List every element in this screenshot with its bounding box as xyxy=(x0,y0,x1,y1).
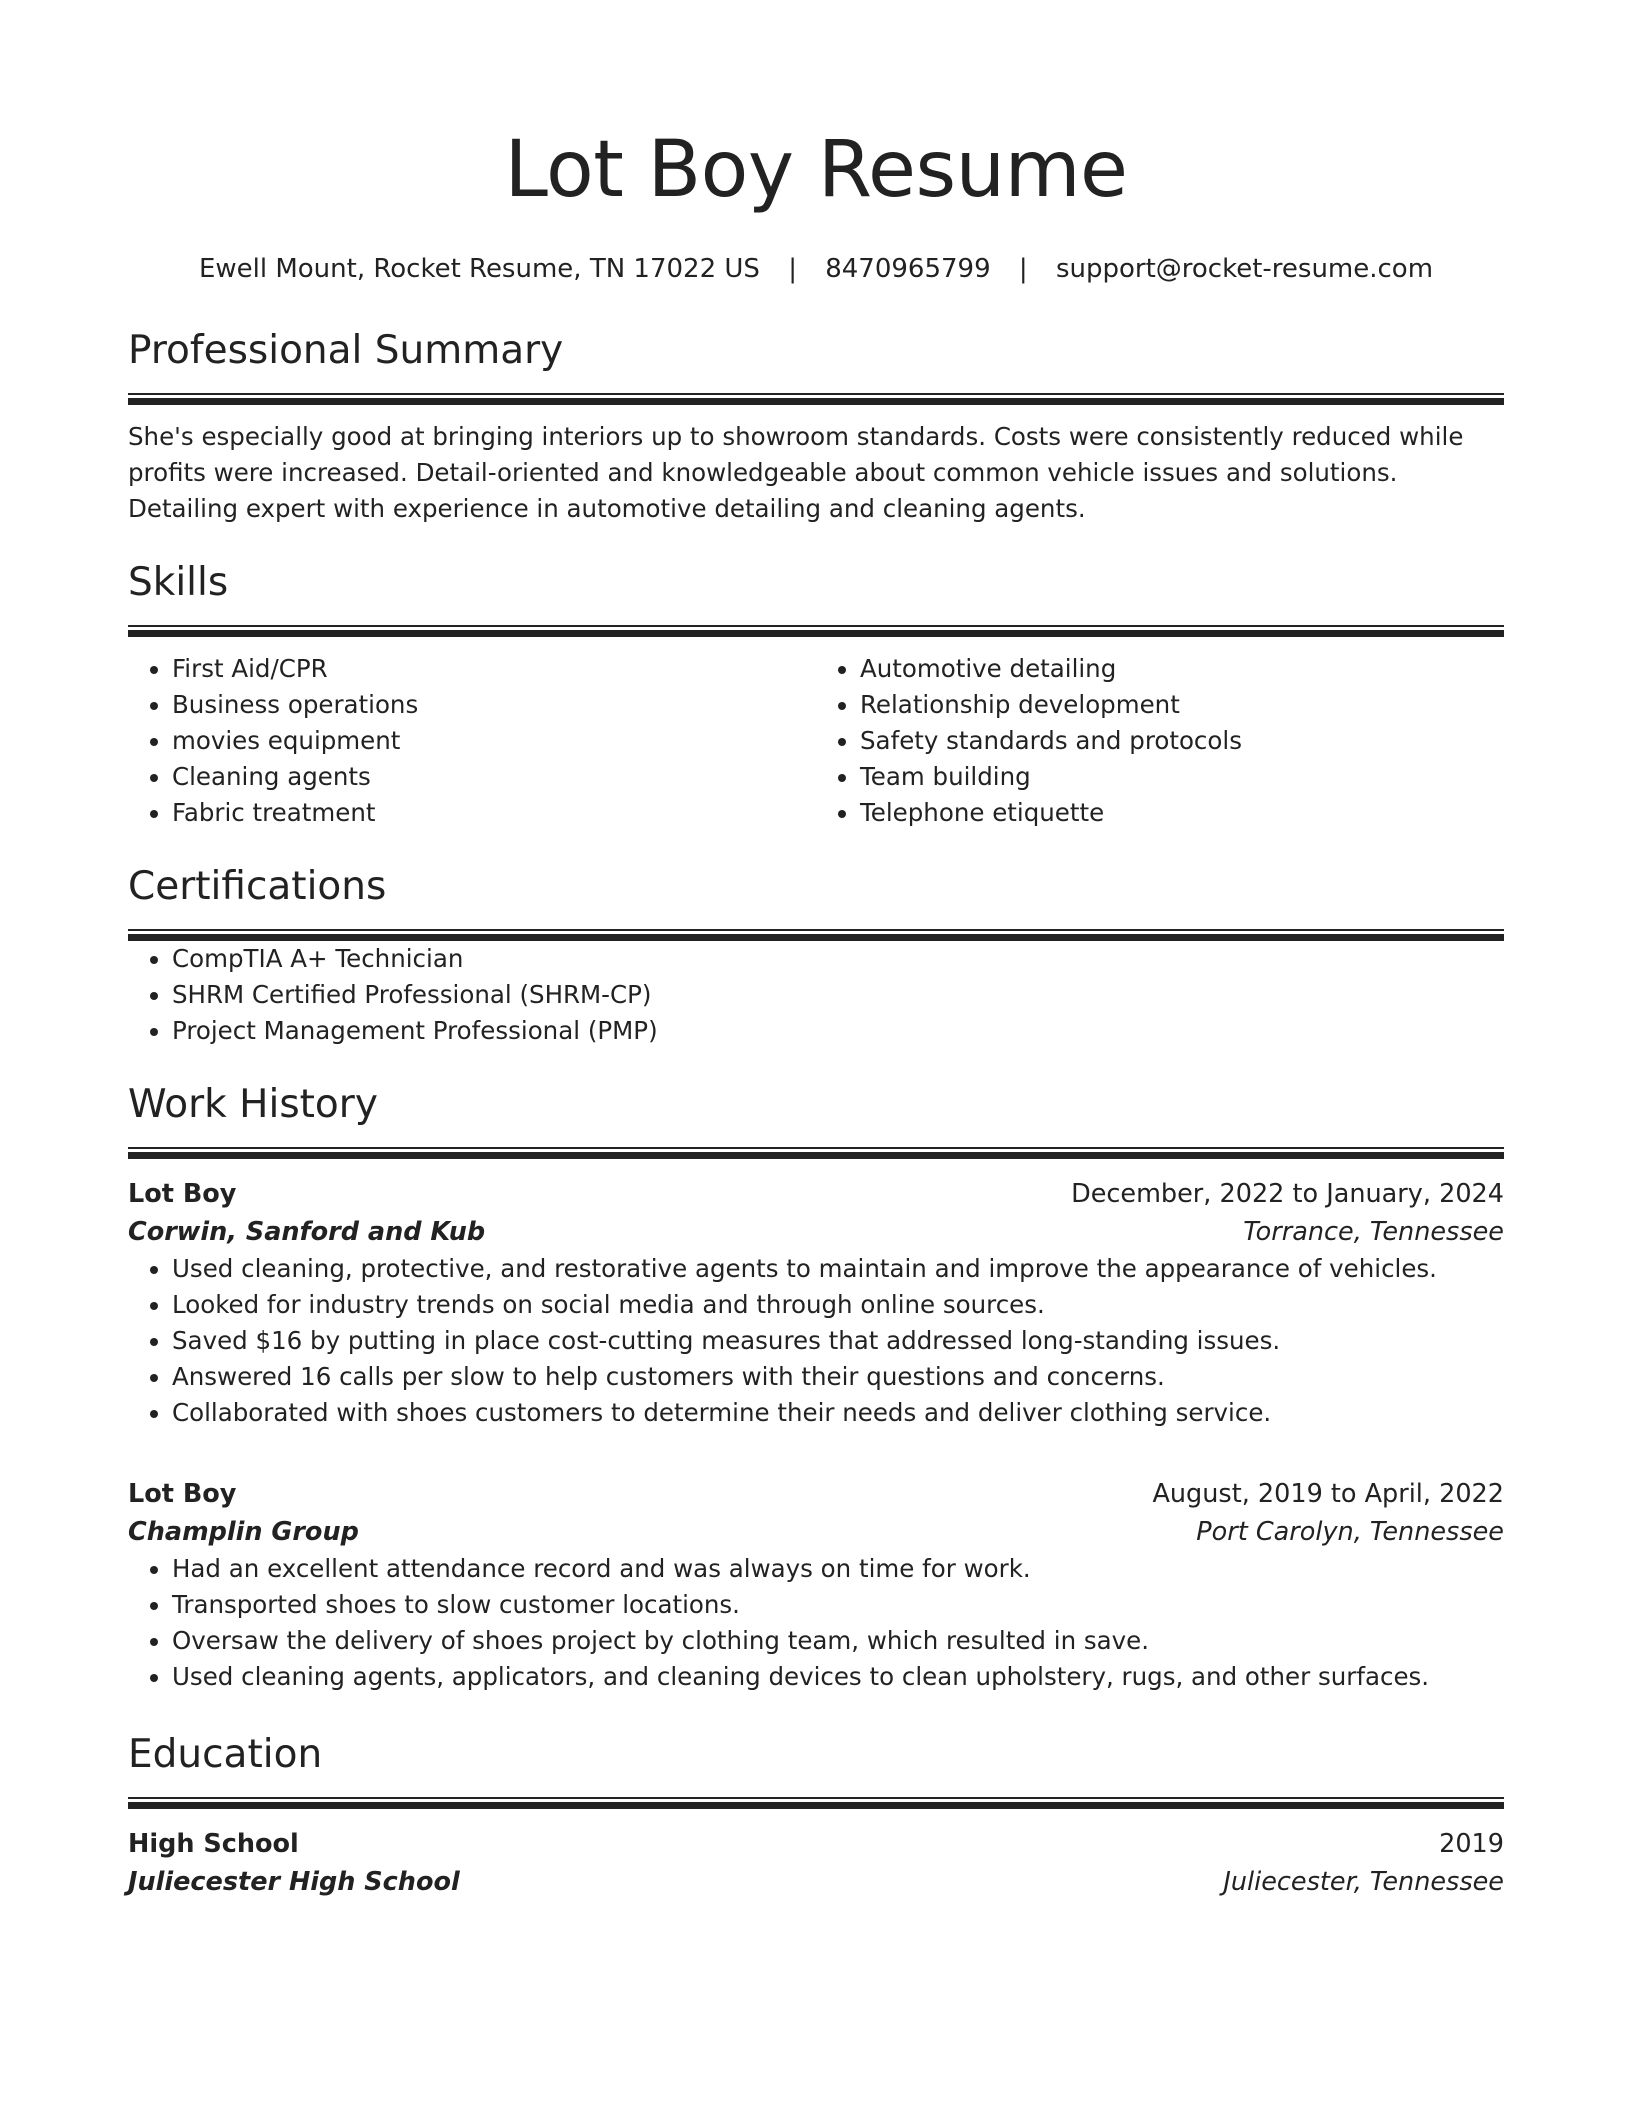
education-location: Juliecester, Tennessee xyxy=(1223,1867,1504,1897)
skill-item: • Fabric treatment xyxy=(172,795,816,831)
work-history-section xyxy=(128,1079,1504,1695)
job-company: Corwin, Sanford and Kub xyxy=(128,1217,486,1247)
job-bullet: • Answered 16 calls per slow to help customers with their questions and concerns. xyxy=(172,1359,1504,1395)
education-header-row xyxy=(128,1825,1504,1863)
section-divider xyxy=(128,1797,1504,1809)
job-header-row xyxy=(128,1475,1504,1513)
section-heading: Certifications xyxy=(128,864,387,909)
resume-title: Lot Boy Resume xyxy=(504,125,1128,215)
certification-item: • SHRM Certified Professional (SHRM-CP) xyxy=(172,977,1504,1013)
section-divider xyxy=(128,625,1504,637)
job-entry xyxy=(128,1475,1504,1695)
job-bullets xyxy=(128,1551,1504,1695)
section-heading: Education xyxy=(128,1732,323,1777)
job-company: Champlin Group xyxy=(128,1517,359,1547)
job-location: Torrance, Tennessee xyxy=(1243,1217,1504,1247)
skills-section xyxy=(128,557,1504,831)
skill-item: • movies equipment xyxy=(172,723,816,759)
skills-column-left xyxy=(128,651,816,831)
section-heading: Work History xyxy=(128,1082,378,1127)
job-bullet: • Oversaw the delivery of shoes project by clothing team, which resulted in save. xyxy=(172,1623,1504,1659)
job-header-row xyxy=(128,1175,1504,1213)
job-sub-row xyxy=(128,1213,1504,1251)
skill-item: • Team building xyxy=(860,759,1504,795)
contact-separator: | xyxy=(788,254,797,284)
job-entry xyxy=(128,1175,1504,1431)
skills-column-right xyxy=(816,651,1504,831)
skill-item: • Safety standards and protocols xyxy=(860,723,1504,759)
contact-line xyxy=(128,251,1504,287)
job-dates: August, 2019 to April, 2022 xyxy=(1152,1479,1504,1509)
certifications-section xyxy=(128,861,1504,1049)
job-dates: December, 2022 to January, 2024 xyxy=(1071,1179,1504,1209)
certification-item: • CompTIA A+ Technician xyxy=(172,941,1504,977)
job-bullet: • Used cleaning agents, applicators, and cleaning devices to clean upholstery, rugs, and other surfaces. xyxy=(172,1659,1504,1695)
job-location: Port Carolyn, Tennessee xyxy=(1196,1517,1504,1547)
job-bullet: • Used cleaning, protective, and restorative agents to maintain and improve the appearance of vehicles. xyxy=(172,1251,1504,1287)
section-divider xyxy=(128,393,1504,405)
job-bullet: • Saved $16 by putting in place cost-cutting measures that addressed long-standing issues. xyxy=(172,1323,1504,1359)
summary-text: She's especially good at bringing interiors up to showroom standards. Costs were consistently reduced while profits were increased. Detail-oriented and knowledgeable about common vehicle issues and solutions. Detailing expert with experience in automotive detailing and cleaning agents. xyxy=(128,422,1464,523)
job-bullets xyxy=(128,1251,1504,1431)
skill-item: • Relationship development xyxy=(860,687,1504,723)
skill-item: • Telephone etiquette xyxy=(860,795,1504,831)
job-bullet: • Looked for industry trends on social media and through online sources. xyxy=(172,1287,1504,1323)
education-year: 2019 xyxy=(1439,1829,1504,1859)
job-title: Lot Boy xyxy=(128,1179,237,1209)
section-divider xyxy=(128,929,1504,941)
contact-phone: 8470965799 xyxy=(825,254,991,284)
contact-email: support@rocket-resume.com xyxy=(1055,254,1434,284)
skill-item: • Business operations xyxy=(172,687,816,723)
job-title: Lot Boy xyxy=(128,1479,237,1509)
job-bullet: • Collaborated with shoes customers to determine their needs and deliver clothing service. xyxy=(172,1395,1504,1431)
section-heading: Skills xyxy=(128,560,229,605)
skills-grid xyxy=(128,651,1504,831)
certifications-list xyxy=(128,941,1504,1049)
job-sub-row xyxy=(128,1513,1504,1551)
certification-item: • Project Management Professional (PMP) xyxy=(172,1013,1504,1049)
education-school: Juliecester High School xyxy=(128,1867,460,1897)
skill-item: • Cleaning agents xyxy=(172,759,816,795)
skill-item: • First Aid/CPR xyxy=(172,651,816,687)
education-section xyxy=(128,1729,1504,1901)
section-heading: Professional Summary xyxy=(128,328,564,373)
section-divider xyxy=(128,1147,1504,1159)
education-sub-row xyxy=(128,1863,1504,1901)
professional-summary-section xyxy=(128,325,1504,527)
skills-list-left xyxy=(128,651,816,831)
job-bullet: • Transported shoes to slow customer locations. xyxy=(172,1587,1504,1623)
skill-item: • Automotive detailing xyxy=(860,651,1504,687)
education-degree: High School xyxy=(128,1829,299,1859)
contact-separator: | xyxy=(1018,254,1028,284)
skills-list-right xyxy=(816,651,1504,831)
job-bullet: • Had an excellent attendance record and was always on time for work. xyxy=(172,1551,1504,1587)
contact-address: Ewell Mount, Rocket Resume, TN 17022 US xyxy=(198,254,760,284)
education-entry xyxy=(128,1825,1504,1901)
